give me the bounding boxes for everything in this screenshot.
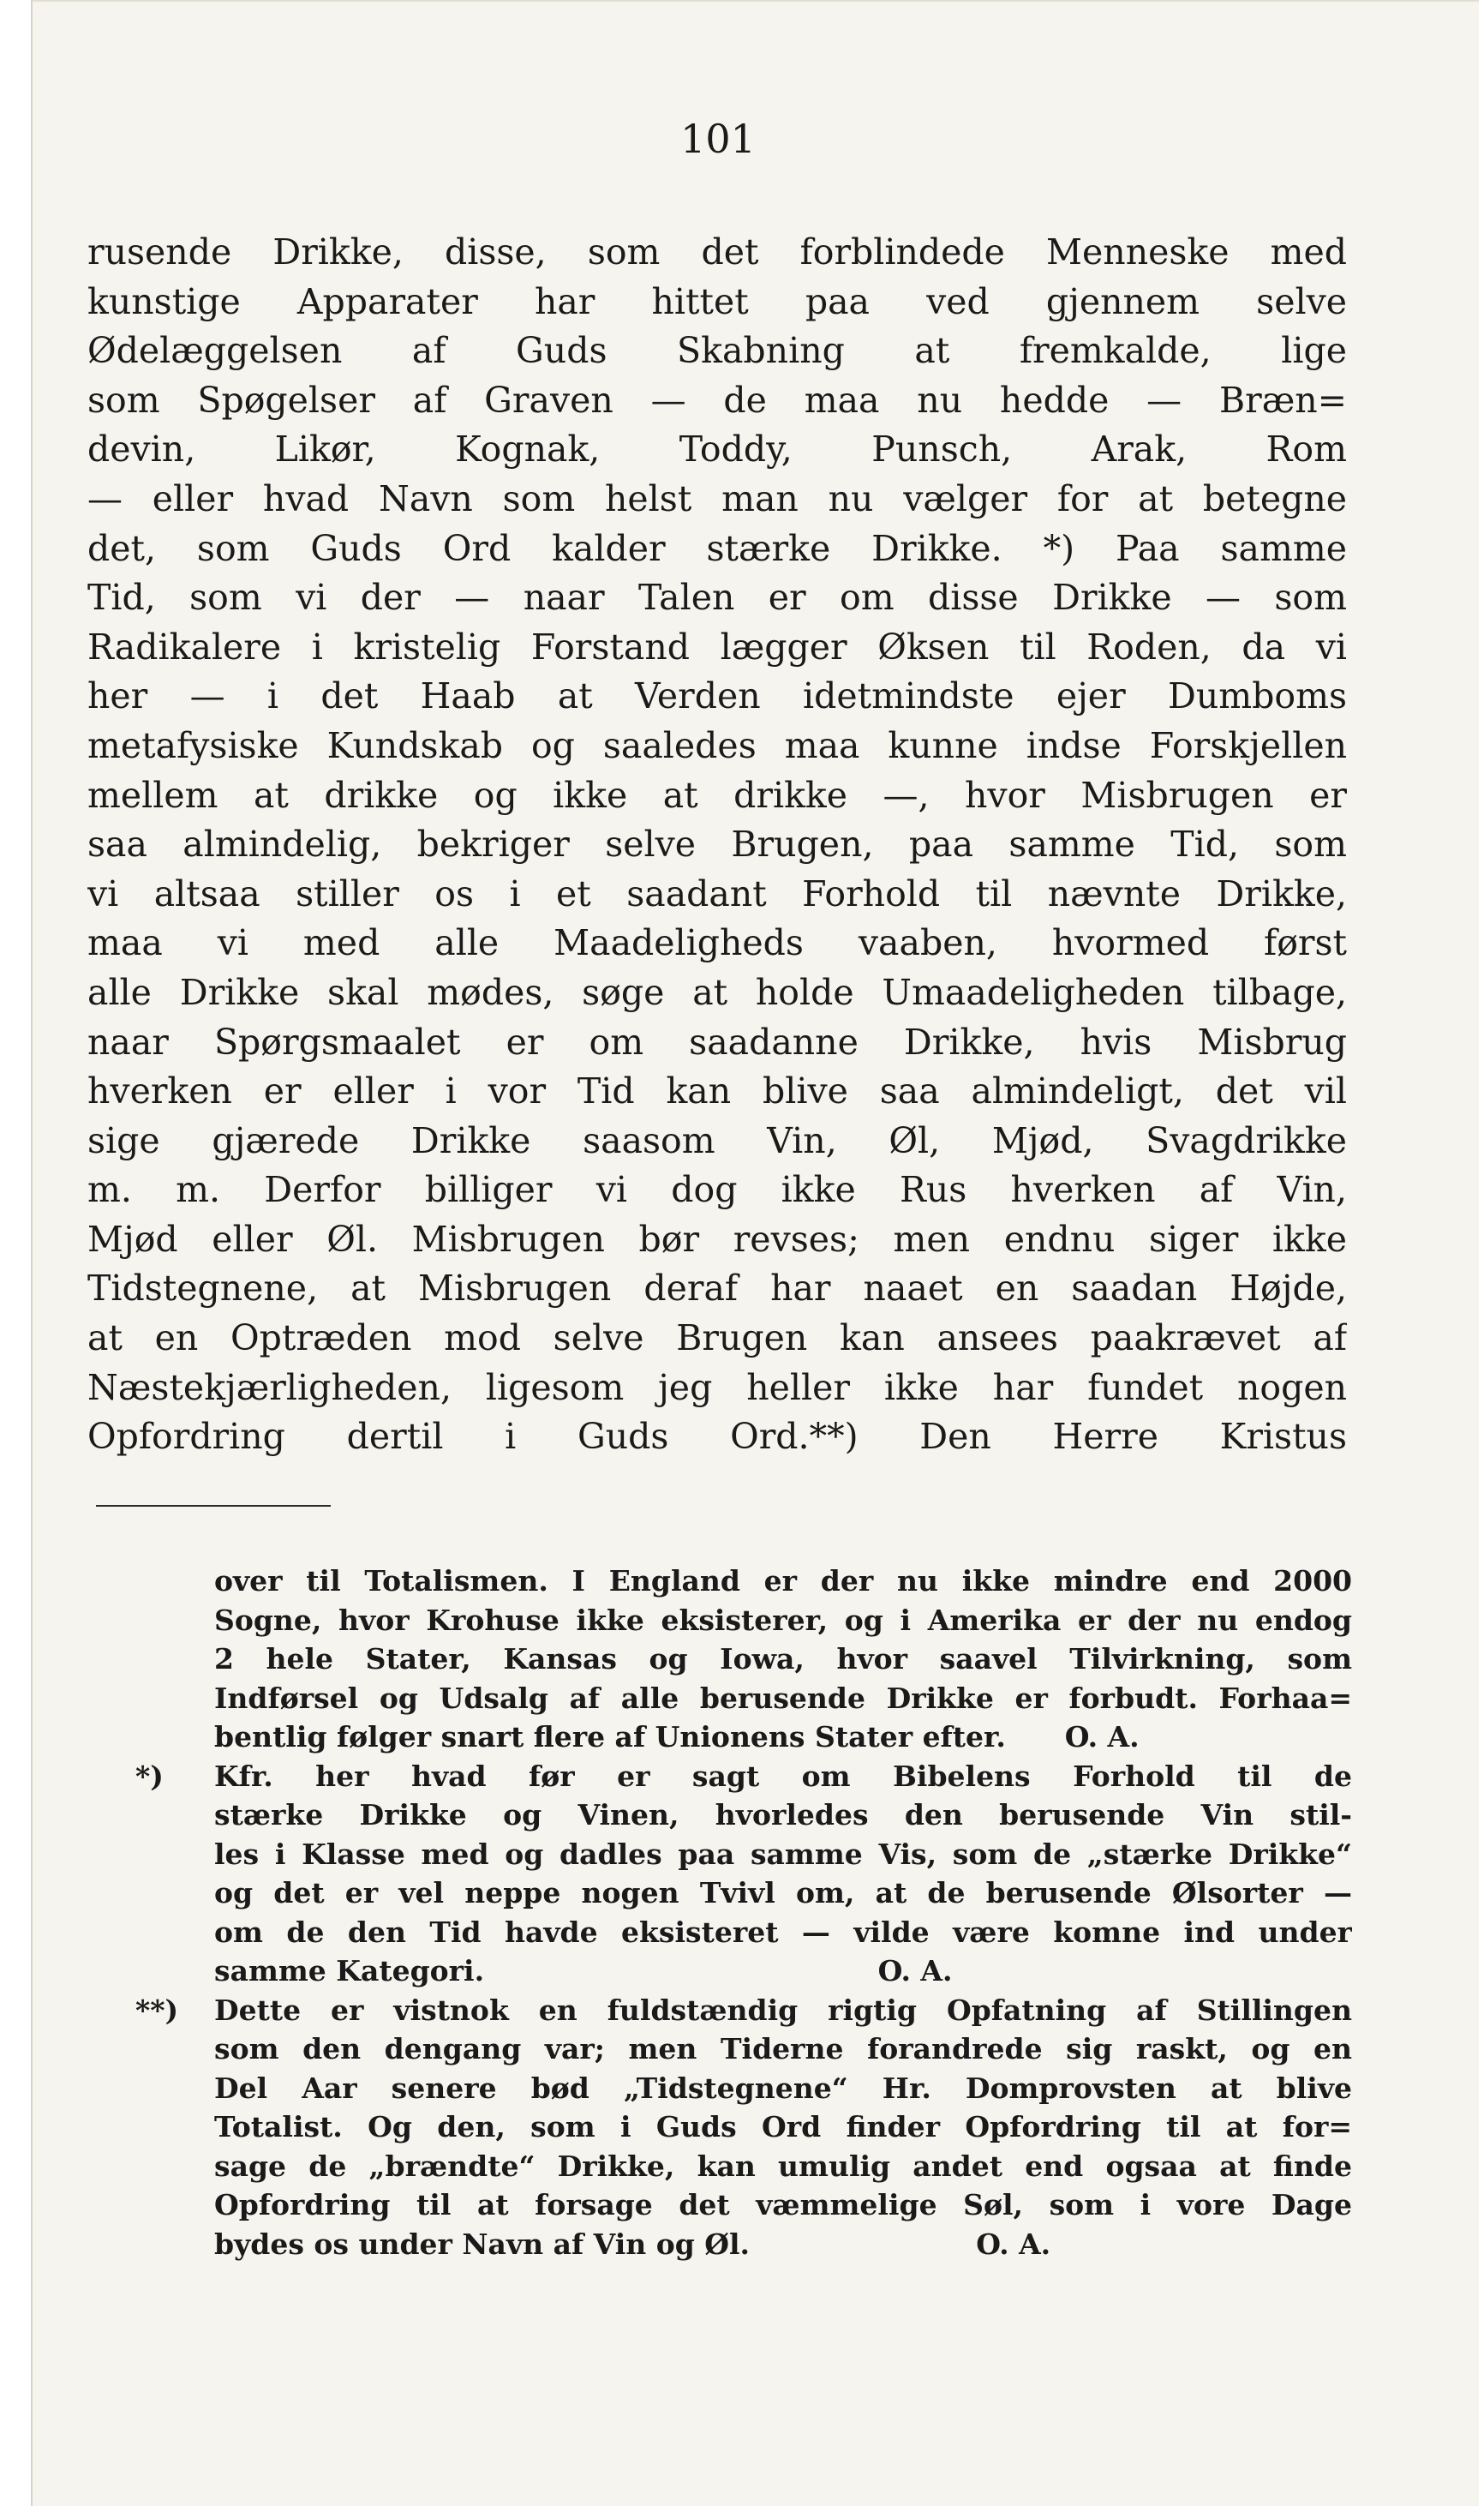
main-text-block: [87, 228, 1347, 1462]
footnote-line: [135, 2069, 1352, 2108]
footnote-line: [135, 1640, 1352, 1679]
footnotes-block: [135, 1562, 1352, 2263]
text-line: Næstekjærligheden, ligesom jeg heller ikke har fundet nogen: [87, 1366, 1347, 1408]
text-line: som Spøgelser af Graven — de maa nu hedde — Bræn=: [87, 379, 1347, 421]
footnote-text: Sogne, hvor Krohuse ikke eksisterer, og i Amerika er der nu endog: [214, 1603, 1352, 1637]
text-line: alle Drikke skal mødes, søge at holde Umaadeligheden tilbage,: [87, 971, 1347, 1013]
text-line: — eller hvad Navn som helst man nu vælger for at betegne: [87, 477, 1347, 519]
text-line: devin, Likør, Kognak, Toddy, Punsch, Arak, Rom: [87, 429, 1347, 471]
footnote-marker: **): [135, 1993, 179, 2027]
footnote-line: [135, 1991, 1352, 2030]
footnote-text: les i Klasse med og dadles paa samme Vis, som de „stærke Drikke“: [214, 1837, 1352, 1871]
footnote-text: 2 hele Stater, Kansas og Iowa, hvor saavel Tilvirkning, som: [214, 1642, 1352, 1676]
text-line: maa vi med alle Maadeligheds vaaben, hvormed først: [87, 922, 1347, 964]
footnote-line: [135, 1601, 1352, 1640]
text-line: saa almindelig, bekriger selve Brugen, paa samme Tid, som: [87, 824, 1347, 866]
footnote-text: og det er vel neppe nogen Tvivl om, at de berusende Ølsorter —: [214, 1876, 1352, 1909]
footnote-line: [135, 2029, 1352, 2069]
footnote-text: Kfr. her hvad før er sagt om Bibelens Forhold til de: [214, 1759, 1352, 1793]
footnote-text: sage de „brændte“ Drikke, kan umulig andet end ogsaa at finde: [214, 2149, 1352, 2183]
footnote-line: [135, 1796, 1352, 1835]
text-line: hverken er eller i vor Tid kan blive saa almindeligt, det vil: [87, 1070, 1347, 1112]
footnote-line: [135, 1562, 1352, 1601]
footnote-text: over til Totalismen. I England er der nu ikke mindre end 2000: [214, 1564, 1352, 1598]
footnote-text: stærke Drikke og Vinen, hvorledes den berusende Vin stil-: [214, 1798, 1352, 1832]
text-line: kunstige Apparater har hittet paa ved gjennem selve: [87, 280, 1347, 322]
footnote-text: Dette er vistnok en fuldstændig rigtig Opfatning af Stillingen: [214, 1993, 1352, 2027]
footnote-line: [135, 1874, 1352, 1913]
footnote-text: Indførsel og Udsalg af alle berusende Drikke er forbudt. Forhaa=: [214, 1681, 1352, 1715]
footnote-text: om de den Tid havde eksisteret — vilde være komne ind under: [214, 1915, 1352, 1949]
footnote-line: [135, 2185, 1352, 2225]
text-line: her — i det Haab at Verden idetmindste ejer Dumboms: [87, 675, 1347, 717]
footnote-text: Del Aar senere bød „Tidstegnene“ Hr. Domprovsten at blive: [214, 2071, 1352, 2105]
footnote-text: bydes os under Navn af Vin og Øl. O. A.: [214, 2227, 1051, 2261]
text-line: rusende Drikke, disse, som det forblindede Menneske med: [87, 231, 1347, 273]
footnote-line: [135, 1718, 1352, 1757]
footnote-text: som den dengang var; men Tiderne forandrede sig raskt, og en: [214, 2032, 1352, 2065]
footnote-text: bentlig følger snart flere af Unionens Stater efter. O. A.: [214, 1720, 1140, 1754]
text-line: Opfordring dertil i Guds Ord.**) Den Herre Kristus: [87, 1416, 1347, 1458]
text-line: metafysiske Kundskab og saaledes maa kunne indse Forskjellen: [87, 724, 1347, 766]
text-line: Ødelæggelsen af Guds Skabning at fremkalde, lige: [87, 330, 1347, 372]
text-line: m. m. Derfor billiger vi dog ikke Rus hverken af Vin,: [87, 1169, 1347, 1211]
footnote-line: [135, 1913, 1352, 1952]
footnote-line: [135, 2225, 1352, 2264]
footnote-line: [135, 2147, 1352, 2186]
text-line: det, som Guds Ord kalder stærke Drikke. *) Paa samme: [87, 527, 1347, 569]
footnote-line: [135, 1835, 1352, 1874]
text-line: sige gjærede Drikke saasom Vin, Øl, Mjød, Svagdrikke: [87, 1119, 1347, 1161]
footnote-text: samme Kategori. O. A.: [214, 1954, 953, 1987]
footnote-marker: *): [135, 1759, 164, 1793]
text-line: mellem at drikke og ikke at drikke —, hvor Misbrugen er: [87, 774, 1347, 816]
footnote-text: Opfordring til at forsage det væmmelige Søl, som i vore Dage: [214, 2188, 1352, 2221]
footnote-line: [135, 1679, 1352, 1718]
footnote-line: [135, 2107, 1352, 2147]
book-page: [31, 0, 1479, 2506]
text-line: Tid, som vi der — naar Talen er om disse Drikke — som: [87, 577, 1347, 619]
footnote-divider: [96, 1505, 331, 1507]
text-line: Radikalere i kristelig Forstand lægger Øksen til Roden, da vi: [87, 626, 1347, 668]
page-number: 101: [680, 116, 756, 162]
footnote-line: [135, 1757, 1352, 1796]
text-line: vi altsaa stiller os i et saadant Forhold til nævnte Drikke,: [87, 872, 1347, 914]
text-line: naar Spørgsmaalet er om saadanne Drikke, hvis Misbrug: [87, 1021, 1347, 1063]
text-line: at en Optræden mod selve Brugen kan ansees paakrævet af: [87, 1317, 1347, 1359]
text-line: Tidstegnene, at Misbrugen deraf har naaet en saadan Højde,: [87, 1268, 1347, 1310]
footnote-text: Totalist. Og den, som i Guds Ord finder Opfordring til at for=: [214, 2110, 1352, 2143]
footnote-line: [135, 1951, 1352, 1991]
text-line: Mjød eller Øl. Misbrugen bør revses; men endnu siger ikke: [87, 1218, 1347, 1260]
